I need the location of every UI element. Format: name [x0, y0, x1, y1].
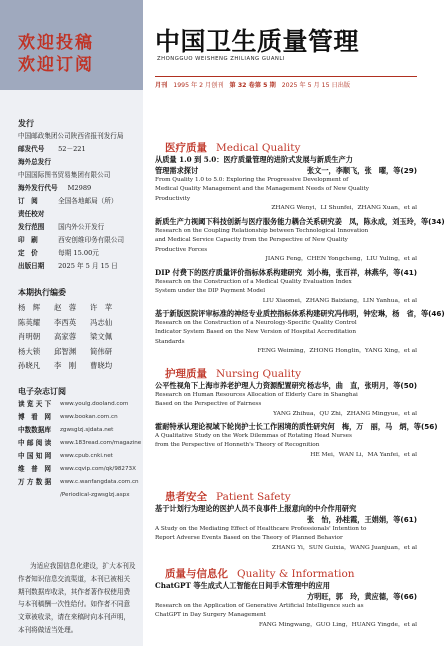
editors-heading: 本期执行编委	[18, 288, 66, 297]
article-title-cn	[155, 380, 417, 391]
platform-url[interactable]: www.c.wanfangdata.com.cn	[60, 478, 139, 485]
info-value: 2025 年 5 月 15 日	[58, 262, 118, 270]
title-cn-text: 从质量 1.0 到 5.0：医疗质量管理的进阶式发展与新质生产力	[155, 155, 353, 164]
section-name-en: Medical Quality	[216, 142, 301, 154]
article-title-cn	[155, 267, 417, 278]
info-row	[18, 156, 143, 169]
info-value: 每期 15.00元	[58, 249, 99, 257]
info-key: 海外总发行	[18, 158, 51, 166]
section-heading	[165, 566, 355, 581]
article-title-en: from the Perspective of Honneth's Theory of Recognition	[155, 442, 320, 449]
article-entry[interactable]	[155, 216, 445, 265]
authors-cn: 张 怡，孙桂霞，王娟娟，等(61)	[306, 515, 417, 524]
platform-url[interactable]: www.183read.com/magazine	[60, 439, 142, 446]
authors-cn: 何 梅，万 丽，马 炳，等(56)	[327, 422, 438, 431]
article-entry[interactable]	[155, 580, 417, 630]
platform-url[interactable]: www.bookan.com.cn	[60, 413, 118, 420]
article-entry[interactable]	[155, 267, 417, 306]
article-title-en: Standards	[155, 338, 185, 345]
article-title-cn	[155, 421, 438, 432]
info-row	[18, 208, 143, 221]
platform-url[interactable]: zgwsglzj.sjdata.net	[60, 426, 114, 433]
authors-cn: 刘小梅，张百祥，林燕华，等(41)	[306, 268, 417, 277]
platform-name: 中 邮 阅 读	[18, 438, 52, 447]
section-name-cn: 质量与信息化	[165, 568, 228, 580]
article-title-en: A Qualitative Study on the Work Dilemmas of Rotating Head Nurses	[155, 433, 352, 439]
info-key: 定 价	[18, 249, 38, 257]
article-title-en: Productive Forces	[155, 246, 208, 253]
authors-cn: 张文一，李顺飞，张 曜，等(29)	[306, 166, 417, 175]
e-subscription-row	[18, 411, 143, 424]
platform-name: 中 国 知 网	[18, 451, 52, 460]
editor-name: 冯志仙	[90, 317, 113, 327]
article-title-en: System under the DIP Payment Model	[155, 288, 266, 295]
info-key: 邮发代号	[18, 145, 45, 153]
editor-name: 曹晓均	[90, 361, 113, 371]
e-subscription-row	[18, 450, 143, 463]
publish-heading: 发行	[18, 119, 34, 128]
platform-name: 读 览 天 下	[18, 399, 52, 408]
article-title-cn	[155, 503, 417, 514]
article-title-en: Research on the Construction of a Neurology-Specific Quality Control	[155, 320, 357, 326]
editor-name: 简伟研	[90, 346, 113, 356]
copyright-note: 为适应我国信息化建设，扩大本刊及作者知识信息交流渠道，本刊已被相关期刊数据库收录，其作者著作权使用费与本刊稿酬一次性给付。如作者不同意文章被收录，请在来稿时向本刊声明，本刊将做适当处理。	[18, 562, 136, 634]
section-heading	[165, 140, 300, 155]
editor-name: 肖明朝	[18, 332, 41, 342]
title-cn-text: 管理需求探讨	[155, 166, 199, 175]
authors-cn: 姜 凤，陈永成，刘玉玲，等(34)	[334, 217, 445, 226]
issue-frequency: 月刊	[155, 82, 168, 89]
section-name-en: Nursing Quality	[216, 368, 302, 380]
article-title-cn	[155, 154, 417, 165]
article-entry[interactable]	[155, 380, 417, 419]
editors-grid	[18, 301, 143, 374]
promo-banner	[0, 0, 143, 90]
editor-name: 邱智渊	[54, 346, 77, 356]
title-cn-text: DIP 付费下的医疗质量评价指标体系构建研究	[155, 268, 302, 277]
article-title-en: Research on Human Resources Allocation of Elderly Care in Shanghai	[155, 392, 358, 398]
section-name-cn: 患者安全	[165, 491, 207, 503]
info-key: 出版日期	[18, 262, 45, 270]
info-value: 西安创维印务有限公司	[58, 236, 125, 244]
promo-line: 欢迎投稿	[18, 33, 94, 53]
platform-url[interactable]: www.youlg.dooland.com	[60, 400, 129, 407]
article-title-en: Based on the Perspective of Fairness	[155, 401, 262, 408]
title-cn-text: 公平性视角下上海市养老护理人力资源配置研究	[155, 381, 306, 390]
e-subscription-row	[18, 476, 143, 489]
info-value: 全国各地邮局（所）	[58, 197, 118, 205]
e-subscription-heading: 电子杂志订阅	[18, 386, 66, 396]
article-title-en: A Study on the Mediating Effect of Healthcare Professionals' Intention to	[155, 526, 367, 532]
info-row	[18, 234, 143, 247]
platform-name: 中数数据库	[18, 425, 51, 434]
article-title-en: From Quality 1.0 to 5.0: Exploring the Progressive Development of	[155, 177, 349, 183]
overseas-org: 中国国际图书贸易集团有限公司	[18, 171, 111, 179]
publication-info	[0, 90, 143, 273]
e-subscription-row	[18, 463, 143, 476]
editor-name: 陈英耀	[18, 317, 41, 327]
platform-name	[18, 489, 60, 502]
authors-cn: 方明旺，郭 玲，黄应德，等(66)	[306, 592, 417, 601]
info-row	[18, 182, 143, 195]
article-title-en: Research on the Coupling Relationship between Technological Innovation	[155, 228, 369, 234]
issue-date: 2025 年 5 月 15 日出版	[281, 82, 351, 89]
info-value: 52－221	[58, 145, 86, 153]
issue-info-bar	[155, 76, 417, 89]
title-cn-text: 基于计划行为理论的医护人员不良事件上报意向的中介作用研究	[155, 504, 357, 513]
article-authors-en: YANG Zhihua，QU Zhi，ZHANG Mingyue，et al	[273, 410, 417, 417]
editor-name: 高家蓉	[54, 332, 77, 342]
e-subscription-row	[18, 398, 143, 411]
section-heading	[165, 366, 301, 381]
article-title-en: Report Adverse Events Based on the Theory of Planned Behavior	[155, 535, 343, 542]
issue-volume: 第 32 卷第 5 期	[229, 82, 276, 89]
article-authors-cn	[155, 514, 417, 525]
info-key: 订 阅	[18, 197, 38, 205]
article-title-cn	[155, 165, 417, 176]
platform-url[interactable]: /Periodical-zgwsglzj.aspx	[60, 491, 130, 498]
e-subscription-block	[0, 386, 143, 502]
section-name-cn: 护理质量	[165, 368, 207, 380]
info-key: 责任校对	[18, 210, 45, 218]
article-title-en: ChatGPT in Day Surgery Management	[155, 612, 266, 619]
sidebar	[0, 0, 143, 646]
info-value: 国内外公开发行	[58, 223, 105, 231]
article-authors-en: LIU Xiaomei，ZHANG Baixiang，LIN Yanhua，et al	[262, 297, 417, 304]
authors-cn: 杨志华，曲 直，张明月，等(50)	[306, 381, 417, 390]
authors-cn: 冯伟明，钟宏琳，杨 省，等(46)	[334, 309, 445, 318]
section-name-en: Quality & Information	[237, 568, 355, 580]
editor-name: 李西英	[54, 317, 77, 327]
info-key: 海外发行代号	[18, 184, 58, 192]
editor-name: 赵 蓉	[54, 303, 77, 312]
info-key: 印 刷	[18, 236, 38, 244]
article-authors-en: FANG Mingwang，GUO Ling，HUANG Yingde，et al	[258, 621, 417, 628]
platform-name: 博 看 网	[18, 412, 51, 421]
platform-url[interactable]: www.cpub.cnki.net	[60, 452, 113, 459]
article-authors-en: ZHANG Wenyi，LI Shunfei，ZHANG Xuan，et al	[271, 205, 417, 212]
article-entry[interactable]	[155, 154, 417, 214]
editor-name: 李 刚	[54, 361, 77, 371]
e-subscription-row	[18, 489, 143, 502]
table-of-contents	[155, 0, 445, 646]
article-entry[interactable]	[155, 503, 417, 553]
e-subscription-list	[18, 398, 143, 502]
journal-title: 中国卫生质量管理	[155, 27, 360, 56]
platform-name: 万 方 数 据	[18, 477, 52, 486]
info-row	[18, 143, 143, 156]
editor-name: 孙晓凡	[18, 361, 41, 371]
article-authors-en: JIANG Feng，CHEN Yongcheng，LIU Yuling，et al	[265, 256, 417, 263]
section-name-en: Patient Safety	[216, 491, 291, 503]
section-name-cn: 医疗质量	[165, 142, 207, 154]
editor-name: 杨大锁	[18, 346, 41, 356]
article-title-en: Indicator System Based on the New Version of Hospital Accreditation	[155, 329, 356, 336]
article-title-cn	[155, 216, 445, 227]
e-subscription-row	[18, 424, 143, 437]
info-row	[18, 195, 143, 208]
article-entry[interactable]	[155, 421, 438, 460]
platform-name: 维 普 网	[18, 464, 51, 473]
article-title-en: Productivity	[155, 195, 191, 202]
e-subscription-row	[18, 437, 143, 450]
article-title-en: Research on the Application of Generative Artificial Intelligence such as	[155, 603, 364, 609]
article-authors-en: HE Mei，WAN Li，MA Yanfei，et al	[310, 451, 417, 458]
publish-org: 中国邮政集团公司陕西省报刊发行局	[18, 132, 124, 140]
article-authors-cn	[155, 591, 417, 602]
info-key: 发行范围	[18, 223, 45, 231]
article-title-cn	[155, 580, 417, 591]
issue-founded: 1995 年 2 月创刊	[173, 82, 224, 89]
title-cn-text: 基于新版医院评审标准的神经专业质控指标体系构建研究	[155, 309, 335, 318]
editor-name: 梁文佩	[90, 332, 113, 342]
section-heading	[165, 489, 291, 504]
info-row	[18, 247, 143, 260]
editor-name: 许 苹	[90, 303, 113, 312]
article-title-cn	[155, 308, 445, 319]
article-title-en: Medical Quality Management and the Management Needs of New Quality	[155, 186, 370, 193]
info-row	[18, 221, 143, 234]
info-row	[18, 260, 143, 273]
promo-line: 欢迎订阅	[18, 55, 94, 75]
title-cn-text: 霍耐特承认理论视域下轮岗护士长工作困境的质性研究	[155, 422, 328, 431]
title-cn-text: ChatGPT 等生成式人工智能在日间手术管理中的应用	[155, 581, 330, 590]
article-title-en: and Medical Service Capacity from the Perspective of New Quality	[155, 237, 348, 244]
article-authors-en: ZHANG Yi，SUN Guixia，WANG Juanjuan，et al	[272, 544, 417, 551]
platform-url[interactable]: www.cqvip.com/qk/98273X	[60, 465, 136, 472]
journal-pinyin: ZHONGGUO WEISHENG ZHILIANG GUANLI	[157, 56, 285, 62]
editor-name: 杨 辉	[18, 303, 41, 312]
editors-block	[0, 287, 143, 374]
article-authors-en: FENG Weiming，ZHONG Honglin，YANG Xing，et al	[257, 348, 417, 355]
title-cn-text: 新质生产力视阈下科技创新与医疗服务能力耦合关系研究	[155, 217, 335, 226]
article-entry[interactable]	[155, 308, 445, 357]
article-title-en: Research on the Construction of a Medical Quality Evaluation Index	[155, 279, 352, 285]
info-value: M2989	[67, 184, 92, 192]
